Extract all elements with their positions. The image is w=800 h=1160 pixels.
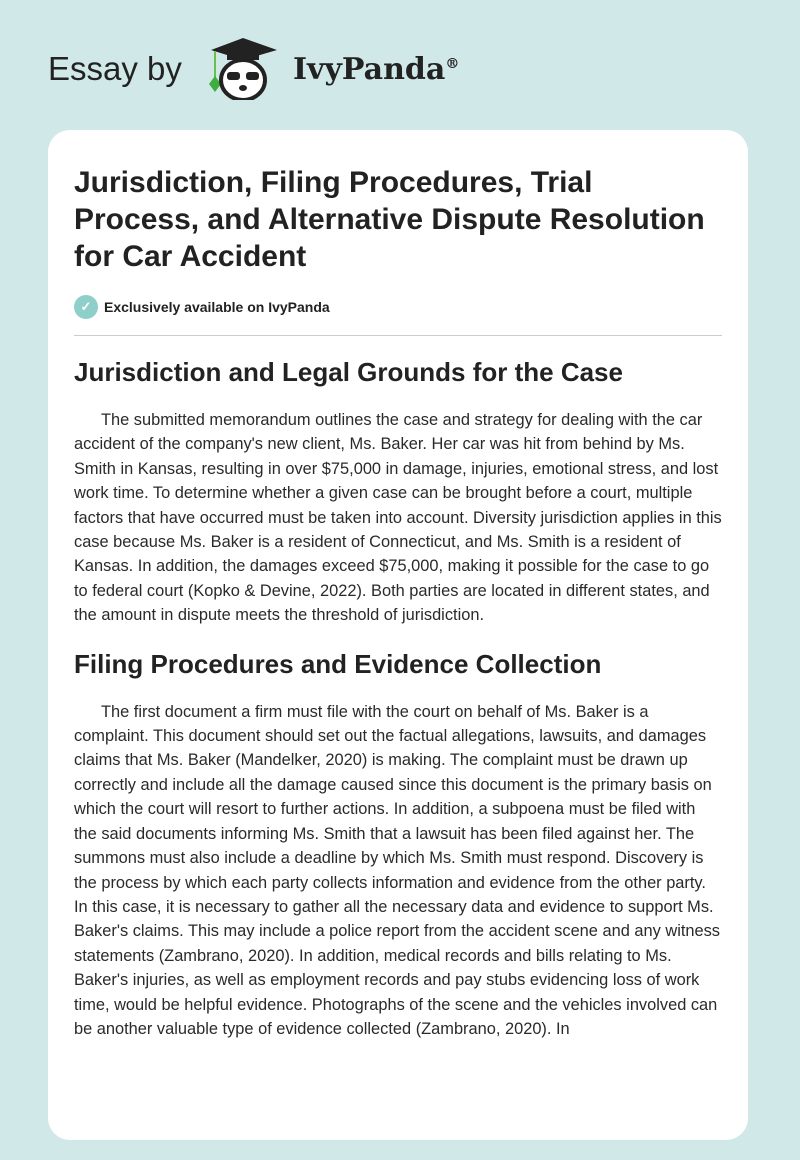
essay-card — [48, 130, 748, 1140]
site-header — [0, 0, 800, 110]
section-heading: Filing Procedures and Evidence Collection — [74, 648, 602, 679]
check-icon: ✓ — [74, 295, 98, 319]
section-heading: Jurisdiction and Legal Grounds for the Case — [74, 357, 623, 387]
divider — [74, 335, 722, 336]
ivypanda-logo-icon[interactable] — [203, 36, 283, 100]
section-paragraph: The first document a firm must file with the court on behalf of Ms. Baker is a complaint. This document should set out the factual allegations, lawsuits, and damages claims that Ms. Baker (Mandelker, 2020) is making. The complaint must be drawn up correctly and include all the damage caused since this document is the primary basis on which the court will resort to further actions. In addition, a subpoena must be filed with the said documents informing Ms. Smith that a lawsuit has been filed against her. The summons must also include a deadline by which Ms. Smith must respond. Discovery is the process by which each party collects information and evidence from the other party. In this case, it is necessary to gather all the necessary data and evidence to support Ms. Baker's claims. This may include a police report from the accident scene and any witness statements (Zambrano, 2020). In addition, medical records and bills relating to Ms. Baker's injuries, as well as employment records and pay stubs evidencing loss of work time, would be helpful evidence. Photographs of the scene and the vehicles involved can be another valuable type of evidence collected (Zambrano, 2020). In — [74, 702, 721, 1038]
exclusive-badge-label: Exclusively available on IvyPanda — [104, 299, 330, 315]
essay-title: Jurisdiction, Filing Procedures, Trial Process, and Alternative Dispute Resolution for Car Accident — [74, 166, 705, 273]
exclusive-badge — [74, 295, 722, 319]
brand-text: IvyPanda — [293, 52, 446, 87]
registered-mark: ® — [445, 56, 460, 72]
section-paragraph: The submitted memorandum outlines the case and strategy for dealing with the car accident of the company's new client, Ms. Baker. Her car was hit from behind by Ms. Smith in Kansas, resulting in over $75,000 in damage, injuries, emotional stress, and lost work time. To determine whether a given case can be brought before a court, multiple factors that have occurred must be taken into account. Diversity jurisdiction applies in this case because Ms. Baker is a resident of Connecticut, and Ms. Smith is a resident of Kansas. In addition, the damages exceed $75,000, making it possible for the case to go to federal court (Kopko & Devine, 2022). Both parties are located in different states, and the amount in dispute meets the threshold of jurisdiction. — [74, 411, 722, 625]
essay-by-label: Essay by — [48, 50, 182, 87]
brand-name[interactable] — [293, 52, 459, 87]
